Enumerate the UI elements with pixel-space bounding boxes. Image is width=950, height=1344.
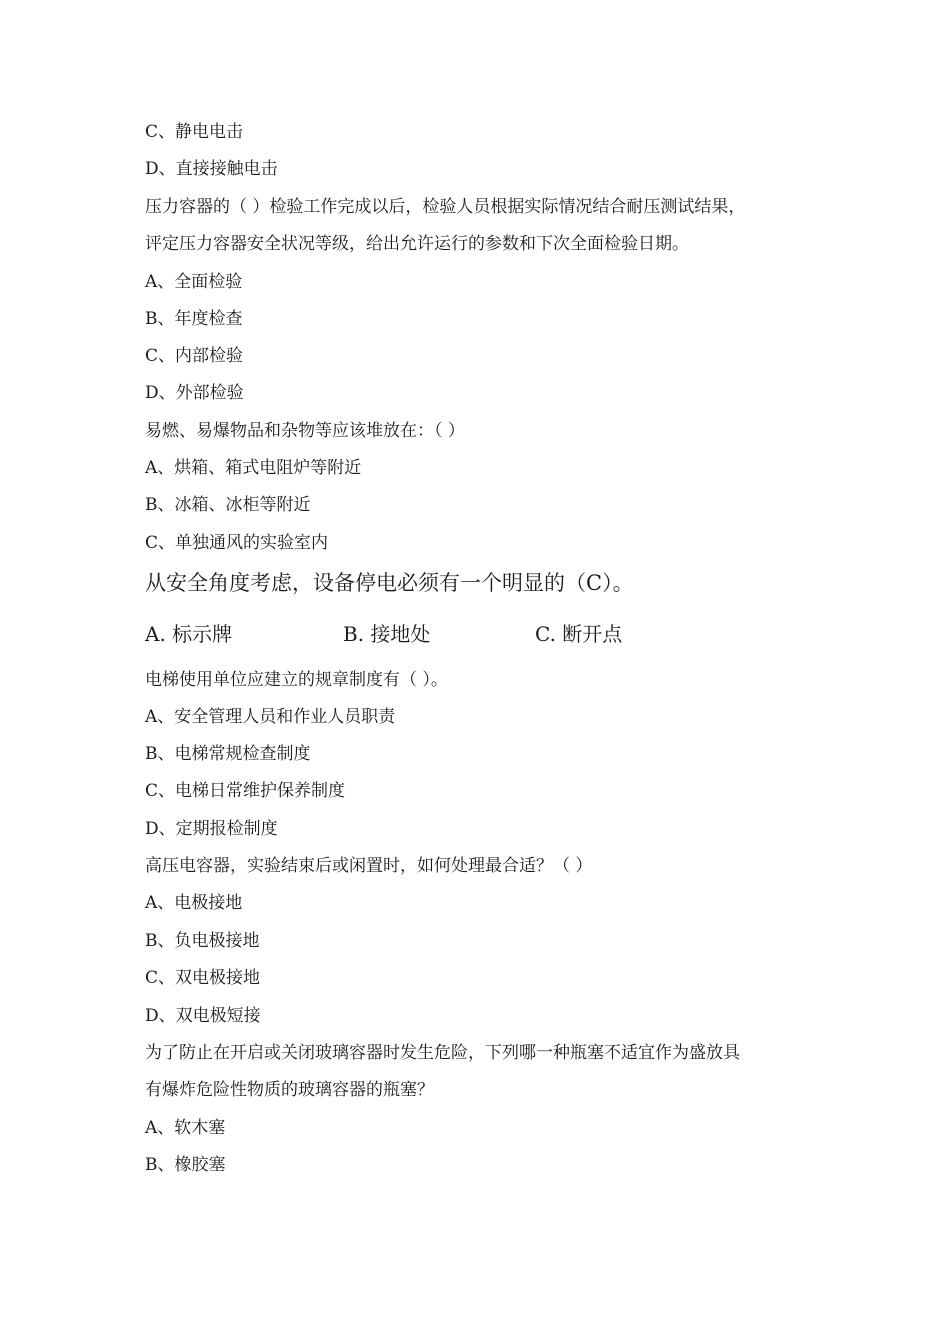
option-line: B、橡胶塞	[145, 1155, 226, 1175]
question-line: 易燃、易爆物品和杂物等应该堆放在：（ ）	[145, 421, 465, 441]
question-line: 电梯使用单位应建立的规章制度有（ ）。	[145, 670, 448, 690]
option-line: B、冰箱、冰柜等附近	[145, 495, 311, 515]
question-line: 为了防止在开启或关闭玻璃容器时发生危险，下列哪一种瓶塞不适宜作为盛放具	[145, 1043, 740, 1063]
option-a-large: A. 标示牌	[145, 622, 233, 646]
question-line: 评定压力容器安全状况等级，给出允许运行的参数和下次全面检验日期。	[145, 234, 689, 254]
option-line: A、电极接地	[145, 893, 243, 913]
option-line: C、双电极接地	[145, 968, 261, 988]
option-line: C、电梯日常维护保养制度	[145, 781, 346, 801]
option-line: D、定期报检制度	[145, 819, 278, 839]
option-line: A、烘箱、箱式电阻炉等附近	[145, 458, 362, 478]
option-line: B、年度检查	[145, 309, 243, 329]
question-line: 压力容器的（ ）检验工作完成以后，检验人员根据实际情况结合耐压测试结果，	[145, 197, 746, 217]
option-line: C、单独通风的实验室内	[145, 533, 329, 553]
question-line: 有爆炸危险性物质的玻璃容器的瓶塞？	[145, 1080, 434, 1100]
option-line: B、电梯常规检查制度	[145, 744, 311, 764]
option-line: D、直接接触电击	[145, 159, 278, 179]
option-line: A、全面检验	[145, 272, 243, 292]
question-line-large: 从安全角度考虑，设备停电必须有一个明显的（C）。	[145, 571, 634, 595]
question-line: 高压电容器，实验结束后或闲置时，如何处理最合适？（ ）	[145, 856, 593, 876]
option-b-large: B. 接地处	[343, 622, 431, 646]
option-line: A、安全管理人员和作业人员职责	[145, 707, 396, 727]
option-line: D、双电极短接	[145, 1006, 261, 1026]
option-c-large: C. 断开点	[535, 622, 623, 646]
option-line: B、负电极接地	[145, 931, 260, 951]
option-line: C、内部检验	[145, 346, 244, 366]
option-line: D、外部检验	[145, 383, 244, 403]
option-line: C、静电电击	[145, 122, 244, 142]
option-line: A、软木塞	[145, 1118, 226, 1138]
